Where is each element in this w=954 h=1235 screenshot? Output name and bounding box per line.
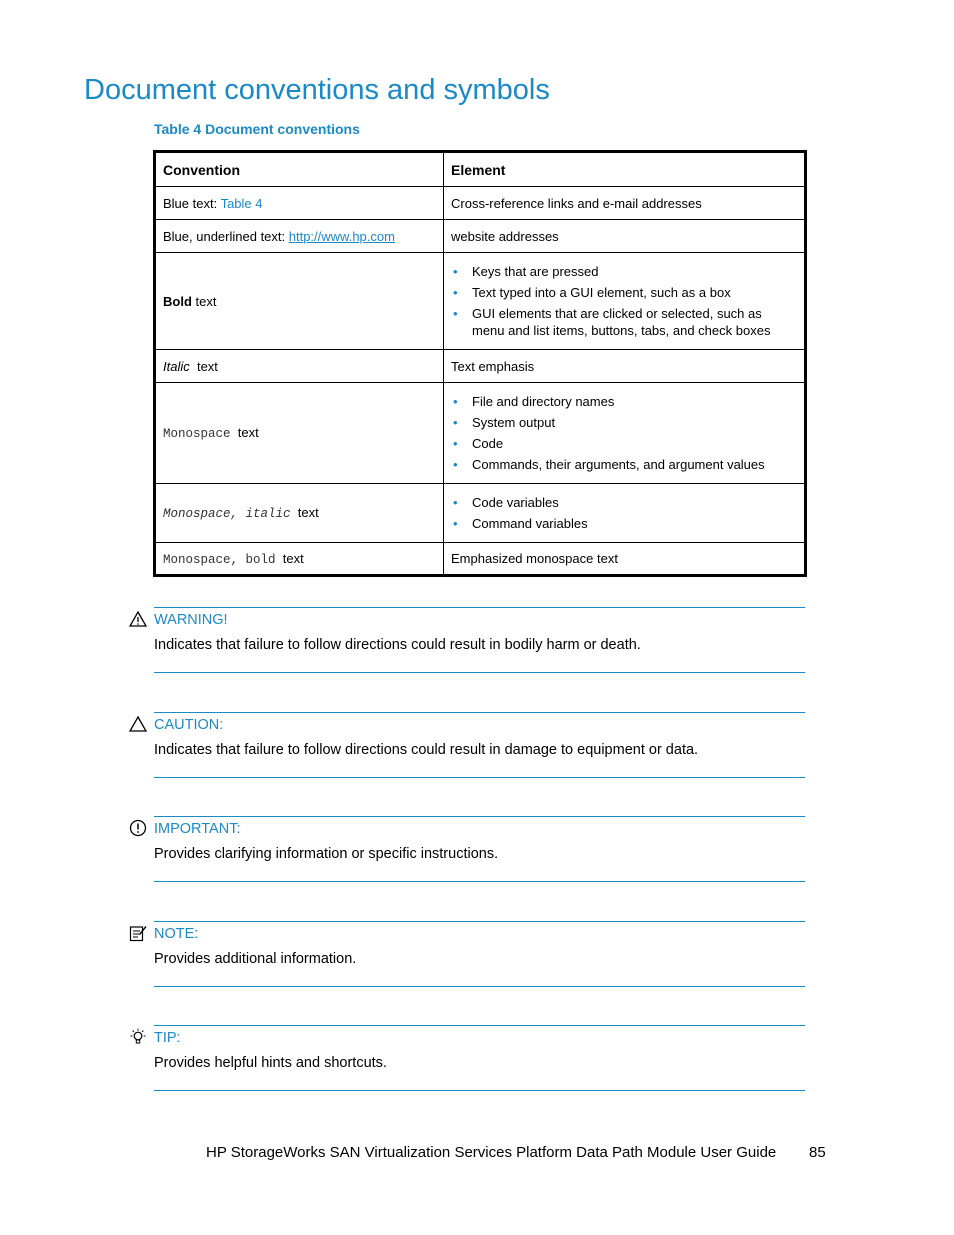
convention-cell [155, 253, 444, 350]
convention-cell [155, 484, 444, 543]
list-item: • System output [451, 414, 797, 431]
hp-website-link[interactable]: http://www.hp.com [288, 228, 395, 244]
note-pad-icon [129, 924, 147, 942]
monospace-italic-sample: Monospace, italic [163, 507, 291, 521]
table-row [155, 220, 806, 253]
important-notice [154, 816, 805, 882]
table-caption: Table 4 Document conventions [154, 121, 360, 137]
cell-text: Blue, underlined text: [163, 228, 289, 244]
cell-text: Blue text: [163, 195, 221, 211]
page-title: Document conventions and symbols [84, 74, 550, 106]
bullet-list [451, 263, 797, 339]
bullet-list [451, 393, 797, 473]
table-header-row [155, 152, 806, 187]
element-cell: website addresses [444, 220, 806, 253]
notice-text: Provides additional information. [154, 951, 357, 967]
caution-notice [154, 712, 805, 778]
list-item: • Text typed into a GUI element, such as a box [451, 284, 797, 301]
cell-text: text [191, 293, 217, 309]
notice-text: Indicates that failure to follow directions could result in damage to equipment or data. [154, 742, 699, 758]
list-item: • Keys that are pressed [451, 263, 797, 280]
column-header-convention: Convention [155, 152, 444, 187]
list-item: • GUI elements that are clicked or selected, such as menu and list items, buttons, tabs, and check boxes [451, 305, 797, 339]
notice-text: Provides helpful hints and shortcuts. [154, 1055, 387, 1071]
caution-triangle-icon [129, 715, 147, 733]
warning-triangle-icon [129, 610, 147, 628]
element-cell [444, 484, 806, 543]
page-number: 85 [809, 1144, 826, 1161]
notice-text: Indicates that failure to follow directions could result in bodily harm or death. [154, 637, 641, 653]
notice-label: CAUTION: [154, 717, 224, 733]
table-row [155, 350, 806, 383]
table-row [155, 383, 806, 484]
notice-text: Provides clarifying information or specific instructions. [154, 846, 499, 862]
bullet-list [451, 494, 797, 532]
convention-cell [155, 383, 444, 484]
footer-title: HP StorageWorks SAN Virtualization Services Platform Data Path Module User Guide [206, 1144, 777, 1161]
conventions-table [153, 150, 807, 577]
bold-sample: Bold [163, 293, 192, 309]
element-cell: Emphasized monospace text [444, 543, 806, 576]
notice-label: WARNING! [154, 612, 228, 628]
table-row [155, 543, 806, 576]
element-cell [444, 253, 806, 350]
italic-sample: Italic [163, 358, 190, 374]
cell-text: text [189, 358, 218, 374]
notice-label: TIP: [154, 1030, 181, 1046]
notice-label: IMPORTANT: [154, 821, 241, 837]
table-row [155, 253, 806, 350]
important-exclamation-icon [129, 819, 147, 837]
tip-notice [154, 1025, 805, 1091]
tip-lightbulb-icon [129, 1028, 147, 1046]
convention-cell [155, 350, 444, 383]
table-row [155, 484, 806, 543]
element-cell: Cross-reference links and e-mail addresses [444, 187, 806, 220]
cell-text: text [230, 425, 259, 440]
list-item: • File and directory names [451, 393, 797, 410]
list-item: • Code variables [451, 494, 797, 511]
warning-notice [154, 607, 805, 673]
convention-cell [155, 543, 444, 576]
element-cell: Text emphasis [444, 350, 806, 383]
column-header-element: Element [444, 152, 806, 187]
convention-cell [155, 187, 444, 220]
notice-label: NOTE: [154, 926, 199, 942]
monospace-bold-sample: Monospace, bold [163, 552, 276, 567]
convention-cell [155, 220, 444, 253]
cell-text: text [275, 550, 304, 566]
list-item: • Command variables [451, 515, 797, 532]
note-notice [154, 921, 805, 987]
list-item: • Commands, their arguments, and argument values [451, 456, 797, 473]
table-row [155, 187, 806, 220]
element-cell [444, 383, 806, 484]
monospace-sample: Monospace [163, 427, 231, 441]
list-item: • Code [451, 435, 797, 452]
table-4-link[interactable]: Table 4 [220, 195, 263, 211]
cell-text: text [290, 505, 319, 520]
